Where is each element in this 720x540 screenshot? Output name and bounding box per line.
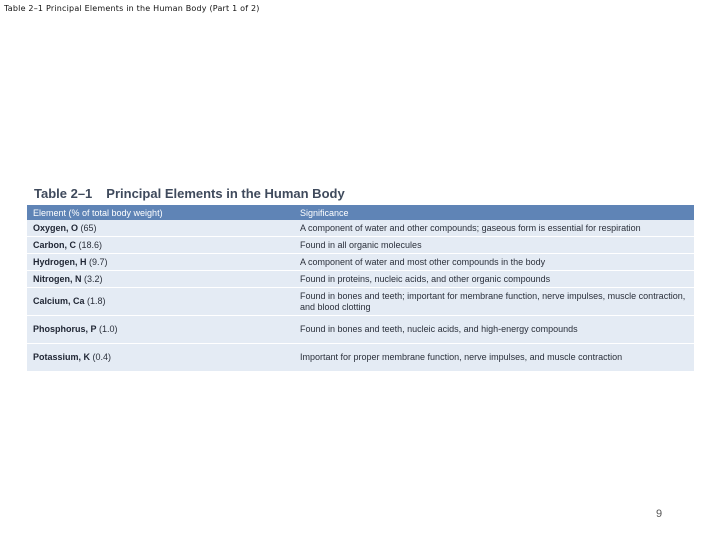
table-row (27, 344, 694, 372)
table-figure (27, 184, 694, 372)
significance-cell: A component of water and other compounds; gaseous form is essential for respiration (294, 220, 694, 237)
element-cell (27, 288, 294, 316)
element-cell (27, 220, 294, 237)
table-caption (27, 184, 694, 205)
element-cell (27, 271, 294, 288)
significance-cell: Important for proper membrane function, nerve impulses, and muscle contraction (294, 344, 694, 372)
table-row (27, 271, 694, 288)
table-header-row (27, 205, 694, 220)
table-caption-title: Principal Elements in the Human Body (106, 186, 345, 201)
element-percent: (65) (80, 222, 97, 233)
element-percent: (18.6) (78, 239, 103, 250)
element-name: Carbon, C (33, 239, 77, 250)
element-cell (27, 237, 294, 254)
header-significance: Significance (294, 205, 694, 220)
element-percent: (1.8) (87, 296, 106, 306)
element-name: Hydrogen, H (33, 256, 87, 267)
slide-title: Table 2–1 Principal Elements in the Human Body (Part 1 of 2) (4, 4, 260, 13)
element-cell (27, 344, 294, 372)
page-number: 9 (656, 508, 663, 520)
element-name: Calcium, Ca (33, 296, 85, 306)
elements-table (27, 205, 694, 372)
table-row (27, 288, 694, 316)
table-row (27, 316, 694, 344)
table-row (27, 254, 694, 271)
element-cell (27, 316, 294, 344)
significance-cell: Found in proteins, nucleic acids, and other organic compounds (294, 271, 694, 288)
table-row (27, 220, 694, 237)
element-name: Potassium, K (33, 352, 91, 362)
header-element: Element (% of total body weight) (27, 205, 294, 220)
significance-cell: Found in all organic molecules (294, 237, 694, 254)
element-name: Nitrogen, N (33, 273, 82, 284)
significance-cell: Found in bones and teeth; important for membrane function, nerve impulses, muscle contraction, and blood clotting (294, 288, 694, 316)
element-percent: (3.2) (84, 273, 103, 284)
significance-cell: Found in bones and teeth, nucleic acids, and high-energy compounds (294, 316, 694, 344)
element-name: Oxygen, O (33, 222, 79, 233)
element-percent: (1.0) (99, 324, 118, 334)
table-caption-number: Table 2–1 (34, 186, 93, 201)
significance-cell: A component of water and most other compounds in the body (294, 254, 694, 271)
element-name: Phosphorus, P (33, 324, 97, 334)
element-cell (27, 254, 294, 271)
element-percent: (9.7) (89, 256, 108, 267)
element-percent: (0.4) (92, 352, 112, 362)
table-row (27, 237, 694, 254)
